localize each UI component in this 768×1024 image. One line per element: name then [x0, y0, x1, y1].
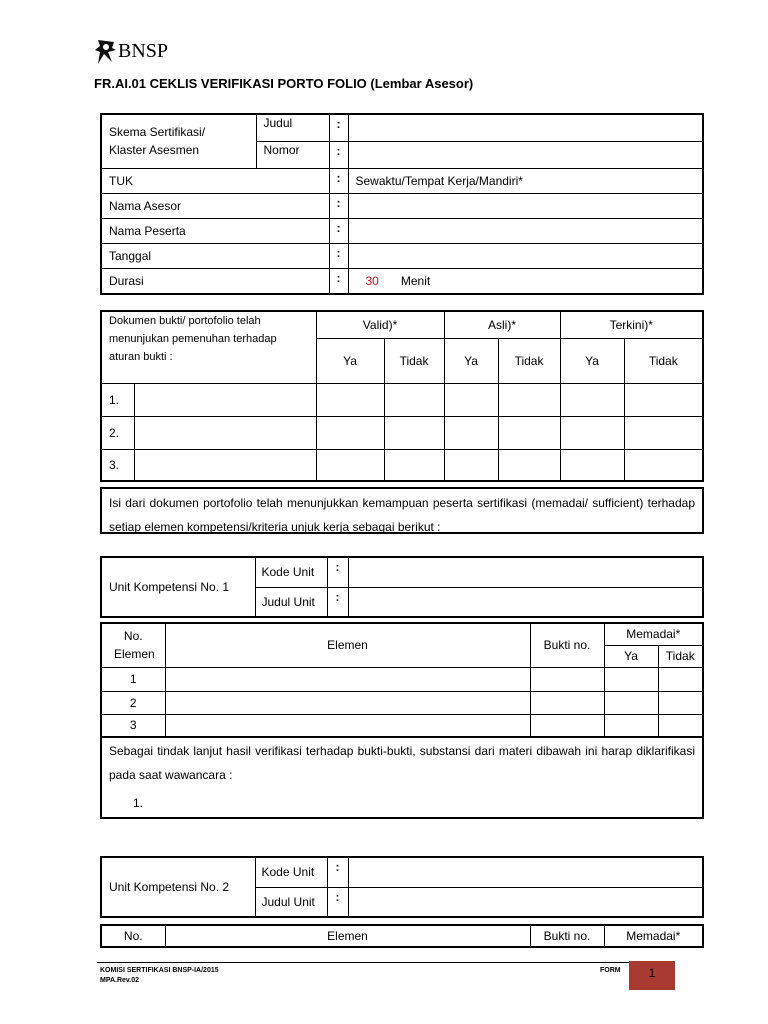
element-cell[interactable]: [165, 667, 530, 691]
evidence-row-number: 2.: [101, 416, 134, 449]
unit2-table: [100, 856, 704, 918]
memadai-tidak-cell[interactable]: [658, 714, 703, 737]
table-row: [101, 714, 703, 737]
bukti-header: Bukti no.: [530, 623, 604, 667]
table-row: [101, 691, 703, 714]
terkini-ya-cell[interactable]: [560, 449, 624, 481]
unit1-judul-colon: :: [327, 587, 348, 617]
memadai-tidak-header: Tidak: [658, 645, 703, 667]
terkini-ya-cell[interactable]: [560, 383, 624, 416]
asli-ya-header: Ya: [444, 338, 498, 383]
durasi-value[interactable]: [348, 268, 703, 294]
durasi-label: Durasi: [101, 268, 329, 294]
unit1-kode-colon: :: [327, 557, 348, 587]
unit2-kode-label: Kode Unit: [255, 857, 327, 887]
elemen-header-2: Elemen: [165, 925, 530, 947]
evidence-row-number: 1.: [101, 383, 134, 416]
asli-ya-cell[interactable]: [444, 449, 498, 481]
bnsp-emblem-icon: [94, 38, 118, 66]
unit2-judul-colon: :: [327, 887, 348, 917]
element-table: [100, 622, 704, 738]
terkini-ya-header: Ya: [560, 338, 624, 383]
asli-tidak-cell[interactable]: [498, 383, 560, 416]
durasi-number: 30: [365, 273, 379, 288]
durasi-unit: Menit: [400, 273, 431, 288]
terkini-tidak-cell[interactable]: [624, 416, 703, 449]
memadai-header-2: Memadai*: [604, 925, 703, 947]
bukti-cell[interactable]: [530, 667, 604, 691]
valid-ya-cell[interactable]: [316, 383, 384, 416]
valid-tidak-cell[interactable]: [384, 449, 444, 481]
nama-asesor-colon: :: [329, 193, 348, 218]
evidence-row: [101, 449, 703, 481]
terkini-tidak-cell[interactable]: [624, 449, 703, 481]
followup-item[interactable]: 1.: [133, 796, 144, 810]
nomor-label: Nomor: [256, 141, 329, 168]
nama-asesor-label: Nama Asesor: [101, 193, 329, 218]
element-number: 2: [101, 691, 165, 714]
memadai-tidak-cell[interactable]: [658, 667, 703, 691]
asli-header: Asli)*: [444, 311, 560, 338]
valid-ya-cell[interactable]: [316, 449, 384, 481]
unit1-table: [100, 556, 704, 618]
logo-text: BNSP: [118, 40, 169, 62]
nomor-colon: :: [329, 141, 348, 168]
judul-value[interactable]: [348, 114, 703, 141]
valid-header: Valid)*: [316, 311, 444, 338]
valid-ya-header: Ya: [316, 338, 384, 383]
judul-colon: :: [329, 114, 348, 141]
footer-org: [100, 966, 219, 986]
unit1-judul-label: Judul Unit: [255, 587, 327, 617]
terkini-ya-cell[interactable]: [560, 416, 624, 449]
judul-label: Judul: [256, 114, 329, 141]
no-header-2: No.: [101, 925, 165, 947]
tanggal-colon: :: [329, 243, 348, 268]
page-number-box: [629, 961, 675, 990]
unit2-judul-label: Judul Unit: [255, 887, 327, 917]
valid-tidak-header: Tidak: [384, 338, 444, 383]
memadai-ya-cell[interactable]: [604, 714, 658, 737]
evidence-table: [100, 310, 704, 482]
footer-form-label: FORM: [600, 967, 621, 974]
unit1-kode-value[interactable]: [348, 557, 703, 587]
element-number: 1: [101, 667, 165, 691]
valid-tidak-cell[interactable]: [384, 383, 444, 416]
evidence-description: Dokumen bukti/ portofolio telah menunjukan pemenuhan terhadap aturan bukti :: [101, 311, 316, 383]
tuk-label: TUK: [101, 168, 329, 193]
asli-tidak-cell[interactable]: [498, 416, 560, 449]
memadai-ya-cell[interactable]: [604, 691, 658, 714]
nomor-value[interactable]: [348, 141, 703, 168]
element-cell[interactable]: [165, 714, 530, 737]
nama-peserta-colon: :: [329, 218, 348, 243]
memadai-ya-cell[interactable]: [604, 667, 658, 691]
evidence-doc-cell[interactable]: [134, 383, 316, 416]
footer-rule: [97, 962, 629, 963]
unit1-judul-value[interactable]: [348, 587, 703, 617]
unit1-kode-label: Kode Unit: [255, 557, 327, 587]
asli-ya-cell[interactable]: [444, 383, 498, 416]
evidence-row: [101, 416, 703, 449]
terkini-tidak-cell[interactable]: [624, 383, 703, 416]
durasi-colon: :: [329, 268, 348, 294]
page-number: 1: [648, 966, 656, 980]
asli-tidak-header: Tidak: [498, 338, 560, 383]
tuk-colon: :: [329, 168, 348, 193]
followup-text: Sebagai tindak lanjut hasil verifikasi terhadap bukti-bukti, substansi dari materi dibawah ini harap diklarifikasi pada saat wawancara :: [109, 744, 695, 782]
asli-ya-cell[interactable]: [444, 416, 498, 449]
terkini-header: Terkini)*: [560, 311, 703, 338]
bukti-cell[interactable]: [530, 714, 604, 737]
unit2-label: Unit Kompetensi No. 2: [101, 857, 255, 917]
unit2-judul-value[interactable]: [348, 887, 703, 917]
evidence-row-number: 3.: [101, 449, 134, 481]
no-elemen-header: No. Elemen: [101, 623, 165, 667]
unit1-label: Unit Kompetensi No. 1: [101, 557, 255, 617]
evidence-row: [101, 383, 703, 416]
tuk-value[interactable]: Sewaktu/Tempat Kerja/Mandiri*: [348, 168, 703, 193]
memadai-tidak-cell[interactable]: [658, 691, 703, 714]
footer-line2: MPA.Rev.02: [100, 977, 140, 984]
skema-label: Skema Sertifikasi/ Klaster Asesmen: [101, 114, 256, 168]
terkini-tidak-header: Tidak: [624, 338, 703, 383]
memadai-header: Memadai*: [604, 623, 703, 645]
bnsp-logo: [94, 38, 184, 66]
valid-ya-cell[interactable]: [316, 416, 384, 449]
tanggal-value[interactable]: [348, 243, 703, 268]
nama-peserta-label: Nama Peserta: [101, 218, 329, 243]
valid-tidak-cell[interactable]: [384, 416, 444, 449]
table-row: [101, 667, 703, 691]
memadai-ya-header: Ya: [604, 645, 658, 667]
bukti-cell[interactable]: [530, 691, 604, 714]
evidence-doc-cell[interactable]: [134, 449, 316, 481]
page-title: FR.AI.01 CEKLIS VERIFIKASI PORTO FOLIO (Lembar Asesor): [94, 76, 474, 91]
evidence-doc-cell[interactable]: [134, 416, 316, 449]
elemen-header: Elemen: [165, 623, 530, 667]
nama-peserta-value[interactable]: [348, 218, 703, 243]
info-table: [100, 113, 704, 295]
footer-line1: KOMISI SERTIFIKASI BNSP-IA/2015: [100, 967, 219, 974]
element-table-2: [100, 924, 704, 948]
element-cell[interactable]: [165, 691, 530, 714]
statement-box: Isi dari dokumen portofolio telah menunjukkan kemampuan peserta sertifikasi (memadai/ sufficient) terhadap setiap elemen kompetensi/kriteria unjuk kerja sebagai berikut :: [100, 487, 704, 534]
tanggal-label: Tanggal: [101, 243, 329, 268]
followup-box: [100, 736, 704, 819]
unit2-kode-colon: :: [327, 857, 348, 887]
nama-asesor-value[interactable]: [348, 193, 703, 218]
bukti-header-2: Bukti no.: [530, 925, 604, 947]
element-number: 3: [101, 714, 165, 737]
asli-tidak-cell[interactable]: [498, 449, 560, 481]
unit2-kode-value[interactable]: [348, 857, 703, 887]
